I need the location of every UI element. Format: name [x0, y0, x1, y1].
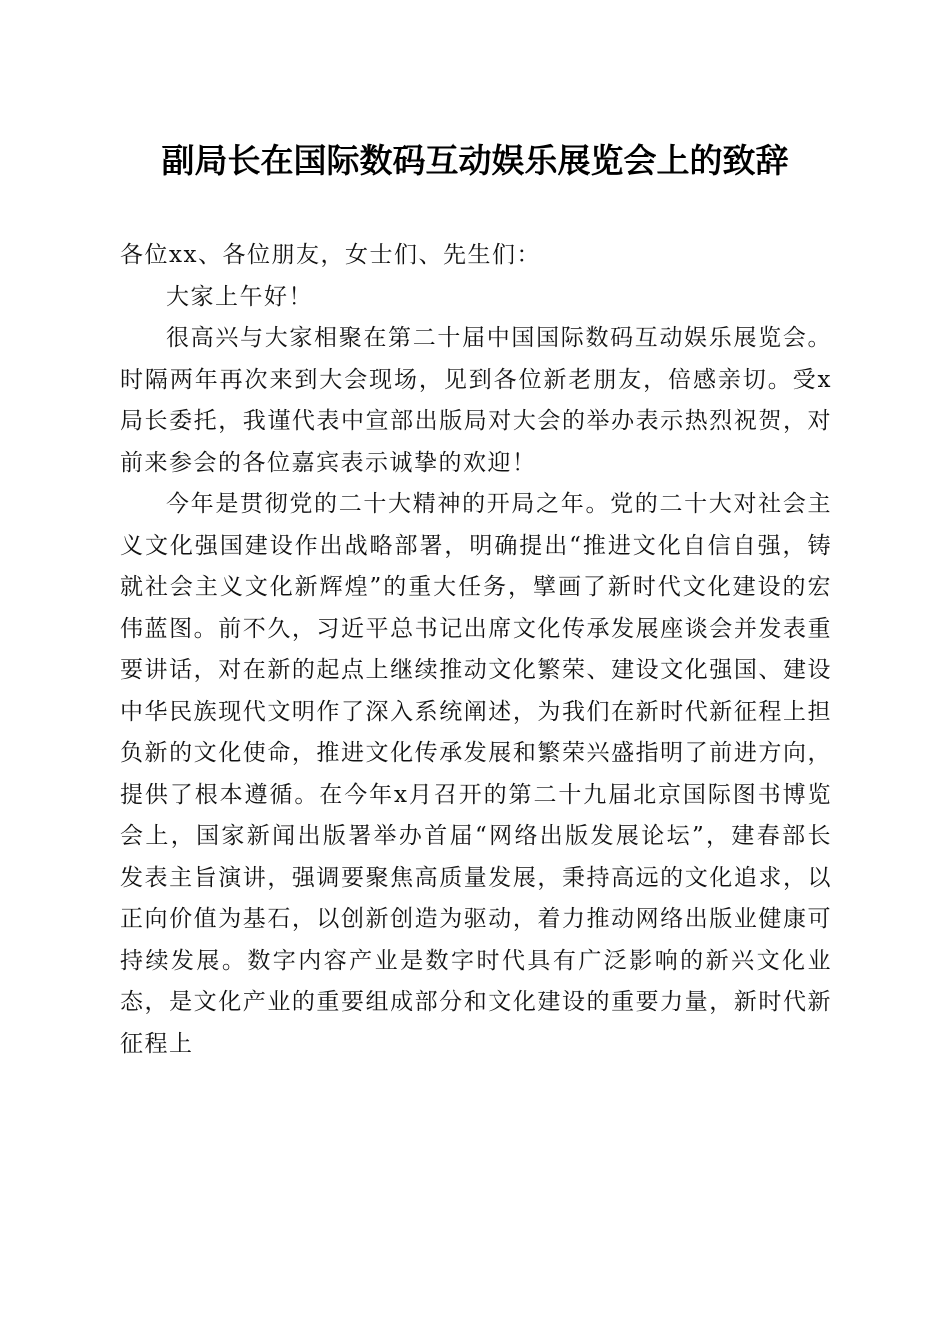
document-body — [120, 235, 832, 1065]
paragraph-greeting: 大家上午好！ — [166, 283, 313, 310]
paragraph-welcome: 很高兴与大家相聚在第二十届中国国际数码互动娱乐展览会。时隔两年再次来到大会现场，见到各位新老朋友，倍感亲切。受x局长委托，我谨代表中宣部出版局对大会的举办表示热烈祝贺，对前来参会的各位嘉宾表示诚挚的欢迎！ — [120, 325, 832, 476]
salutation: 各位xx、各位朋友，女士们、先生们： — [120, 242, 541, 268]
page-title: 副局长在国际数码互动娱乐展览会上的致辞 — [161, 141, 789, 180]
paragraph-context: 今年是贯彻党的二十大精神的开局之年。党的二十大对社会主义文化强国建设作出战略部署，明确提出“推进文化自信自强，铸就社会主义文化新辉煌”的重大任务，擘画了新时代文化建设的宏伟蓝图。前不久，习近平总书记出席文化传承发展座谈会并发表重要讲话，对在新的起点上继续推动文化繁荣、建设文化强国、建设中华民族现代文明作了深入系统阐述，为我们在新时代新征程上担负新的文化使命，推进文化传承发展和繁荣兴盛指明了前进方向，提供了根本遵循。在今年x月召开的第二十九届北京国际图书博览会上，国家新闻出版署举办首届“网络出版发展论坛”，建春部长发表主旨演讲，强调要聚焦高质量发展，秉持高远的文化追求，以正向价值为基石，以创新创造为驱动，着力推动网络出版业健康可持续发展。数字内容产业是数字时代具有广泛影响的新兴文化业态，是文化产业的重要组成部分和文化建设的重要力量，新时代新征程上 — [120, 491, 832, 1057]
